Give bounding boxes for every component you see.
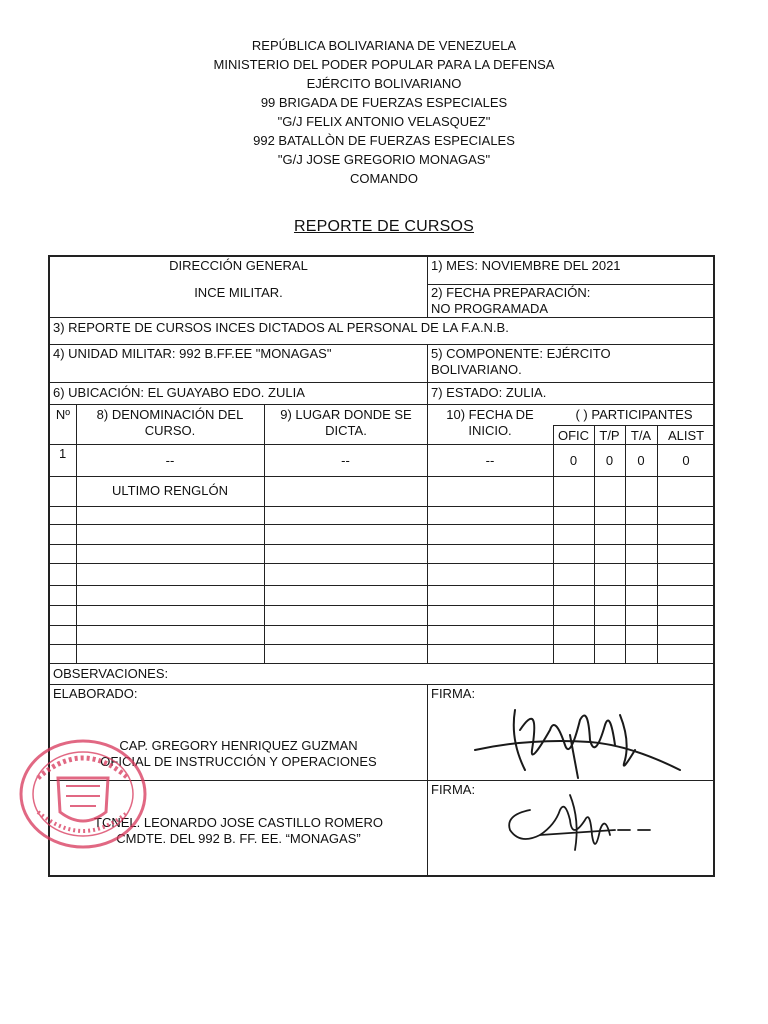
estado-field: 7) ESTADO: ZULIA. bbox=[431, 385, 547, 400]
row1-num: 1 bbox=[59, 446, 67, 461]
divider bbox=[50, 663, 715, 664]
divider bbox=[50, 506, 715, 507]
signature-mark bbox=[470, 690, 690, 780]
row1-denominacion: -- bbox=[165, 453, 175, 468]
reporte-field: 3) REPORTE DE CURSOS INCES DICTADOS AL PERSONAL DE LA F.A.N.B. bbox=[53, 320, 509, 335]
document-title: REPORTE DE CURSOS bbox=[293, 218, 475, 235]
row1-lugar: -- bbox=[341, 453, 350, 468]
divider bbox=[50, 444, 715, 445]
col-lugar-header: 9) LUGAR DONDE SE DICTA. bbox=[280, 407, 412, 438]
row1-alist: 0 bbox=[682, 453, 690, 468]
row1-fecha: -- bbox=[485, 453, 495, 468]
header-line: 99 BRIGADA DE FUERZAS ESPECIALES bbox=[260, 95, 508, 110]
col-tp-header: T/P bbox=[599, 428, 620, 443]
officer1-name: CAP. GREGORY HENRIQUEZ GUZMAN bbox=[119, 738, 358, 753]
row1-tp: 0 bbox=[605, 453, 614, 468]
divider bbox=[50, 644, 715, 645]
divider bbox=[50, 317, 715, 318]
divider bbox=[264, 404, 265, 663]
mes-field: 1) MES: NOVIEMBRE DEL 2021 bbox=[431, 258, 621, 273]
divider bbox=[553, 425, 715, 426]
col-num-header: Nº bbox=[55, 407, 71, 422]
firma-label: FIRMA: bbox=[431, 782, 476, 797]
componente-field-cont: BOLIVARIANO. bbox=[431, 362, 522, 377]
divider bbox=[50, 780, 715, 781]
officer2-name: TCNEL. LEONARDO JOSE CASTILLO ROMERO bbox=[94, 815, 383, 830]
official-seal bbox=[18, 738, 148, 850]
col-alist-header: ALIST bbox=[667, 428, 705, 443]
header-line: "G/J JOSE GREGORIO MONAGAS" bbox=[277, 152, 491, 167]
document-header bbox=[0, 36, 768, 188]
header-line: REPÚBLICA BOLIVARIANA DE VENEZUELA bbox=[251, 38, 517, 53]
unidad-field: 4) UNIDAD MILITAR: 992 B.FF.EE "MONAGAS" bbox=[53, 346, 332, 361]
ultimo-renglon: ULTIMO RENGLÓN bbox=[111, 483, 229, 498]
divider bbox=[50, 585, 715, 586]
header-line: "G/J FELIX ANTONIO VELASQUEZ" bbox=[277, 114, 491, 129]
divider bbox=[427, 684, 428, 877]
divider bbox=[50, 404, 715, 405]
divider bbox=[76, 404, 77, 663]
fecha-preparacion-value: NO PROGRAMADA bbox=[431, 301, 549, 316]
col-fecha-header: 10) FECHA DE INICIO. bbox=[446, 407, 534, 438]
divider bbox=[50, 476, 715, 477]
row1-ta: 0 bbox=[637, 453, 645, 468]
divider bbox=[427, 257, 428, 317]
header-line: 992 BATALLÒN DE FUERZAS ESPECIALES bbox=[253, 133, 515, 148]
col-participantes-header: ( ) PARTICIPANTES bbox=[575, 407, 693, 422]
col-denominacion-header: 8) DENOMINACIÓN DEL CURSO. bbox=[96, 407, 244, 438]
divider bbox=[50, 382, 715, 383]
divider bbox=[50, 524, 715, 525]
officer1-role: OFICIAL DE INSTRUCCIÓN Y OPERACIONES bbox=[100, 754, 377, 769]
header-line: COMANDO bbox=[350, 171, 418, 186]
firma-label: FIRMA: bbox=[431, 686, 476, 701]
divider bbox=[50, 684, 715, 685]
col-ta-header: T/A bbox=[630, 428, 652, 443]
divider bbox=[50, 344, 715, 345]
fecha-preparacion-label: 2) FECHA PREPARACIÓN: bbox=[431, 285, 591, 300]
col-ofic-header: OFIC bbox=[557, 428, 590, 443]
report-form bbox=[48, 255, 715, 877]
divider bbox=[50, 563, 715, 564]
officer2-role: CMDTE. DEL 992 B. FF. EE. “MONAGAS” bbox=[116, 831, 361, 846]
divider bbox=[50, 605, 715, 606]
header-line: EJÉRCITO BOLIVARIANO bbox=[306, 76, 462, 91]
header-line: MINISTERIO DEL PODER POPULAR PARA LA DEFENSA bbox=[213, 57, 555, 72]
divider bbox=[50, 544, 715, 545]
direccion-value: INCE MILITAR. bbox=[194, 285, 283, 300]
divider bbox=[50, 625, 715, 626]
ubicacion-field: 6) UBICACIÓN: EL GUAYABO EDO. ZULIA bbox=[53, 385, 305, 400]
row1-ofic: 0 bbox=[569, 453, 578, 468]
divider bbox=[427, 344, 428, 663]
elaborado-label: ELABORADO: bbox=[53, 686, 138, 701]
direccion-label: DIRECCIÓN GENERAL bbox=[169, 258, 308, 273]
signature-mark bbox=[500, 790, 660, 860]
componente-field: 5) COMPONENTE: EJÉRCITO bbox=[431, 346, 611, 361]
observaciones-label: OBSERVACIONES: bbox=[53, 666, 169, 681]
